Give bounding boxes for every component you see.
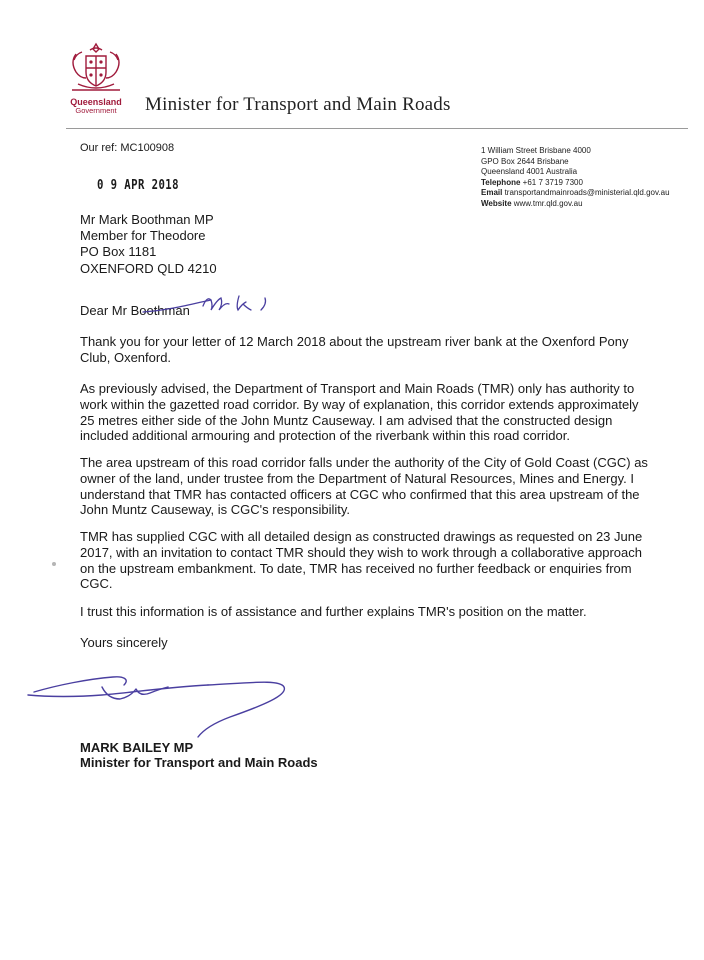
body-paragraph-1: Thank you for your letter of 12 March 2018 about the upstream river bank at the Oxenford Pony Club, Oxenford.: [80, 334, 629, 365]
address-po-box: GPO Box 2644 Brisbane: [481, 156, 569, 166]
reference-number: Our ref: MC100908: [80, 142, 175, 154]
email-line: [481, 188, 670, 199]
email-label: Email: [481, 188, 503, 198]
telephone-value: +61 7 3719 7300: [520, 177, 583, 187]
signatory-name: MARK BAILEY MP: [80, 740, 194, 755]
header-divider: [66, 128, 688, 129]
address-block: [481, 146, 670, 210]
telephone-label: Telephone: [481, 177, 521, 187]
salutation-prefix: Dear: [80, 303, 112, 318]
website-label: Website: [481, 198, 512, 208]
website-line: [481, 199, 670, 210]
handwritten-mark-annotation: [141, 290, 291, 320]
closing-text: Yours sincerely: [80, 635, 168, 650]
handwritten-signature: [18, 665, 308, 745]
recipient-title: Member for Theodore: [80, 228, 206, 244]
government-name: Queensland: [70, 97, 122, 107]
body-paragraph-3: The area upstream of this road corridor falls under the authority of the City of Gold Coast (CGC) as owner of the land, under trustee from the Department of Natural Resources, Mines and Energy. I understand that TMR has contacted officers at CGC who confirmed that this area upstream of the John Muntz Causeway, is CGC's responsibility.: [80, 455, 648, 518]
address-state: Queensland 4001 Australia: [481, 167, 578, 177]
queensland-coat-of-arms-icon: [66, 40, 126, 96]
address-street: 1 William Street Brisbane 4000: [481, 146, 591, 155]
recipient-name: Mr Mark Boothman MP: [80, 212, 214, 227]
body-paragraph-2: As previously advised, the Department of Transport and Main Roads (TMR) only has authority to work within the gazetted road corridor. By way of explanation, this corridor extends approximately 25 metres either side of the John Muntz Causeway. I am advised that the constructed design included additional armouring and protection of the riverbank within this road corridor.: [80, 381, 639, 444]
salutation-name: Mr Boothman: [111, 303, 190, 318]
body-paragraph-5: I trust this information is of assistance and further explains TMR's position on the matter.: [80, 604, 587, 619]
website-value: www.tmr.qld.gov.au: [511, 198, 583, 208]
recipient-address: [80, 212, 217, 277]
scan-artifact-dot: [52, 562, 56, 566]
telephone-line: [481, 178, 670, 189]
recipient-po-box: PO Box 1181: [80, 244, 157, 260]
signatory-role: Minister for Transport and Main Roads: [80, 755, 318, 770]
government-subtitle: Government: [75, 106, 117, 115]
minister-title: Minister for Transport and Main Roads: [145, 94, 451, 115]
email-value: transportandmainroads@ministerial.qld.gov.au: [502, 188, 670, 198]
date-stamp: 0 9 APR 2018: [97, 178, 179, 193]
recipient-locality: OXENFORD QLD 4210: [80, 260, 217, 276]
body-paragraph-4: TMR has supplied CGC with all detailed design as constructed drawings as requested on 23 June 2017, with an invitation to contact TMR should they wish to work through a collaborative approach on the upstream embankment. To date, TMR has received no further feedback or enquiries from CGC.: [80, 529, 643, 592]
